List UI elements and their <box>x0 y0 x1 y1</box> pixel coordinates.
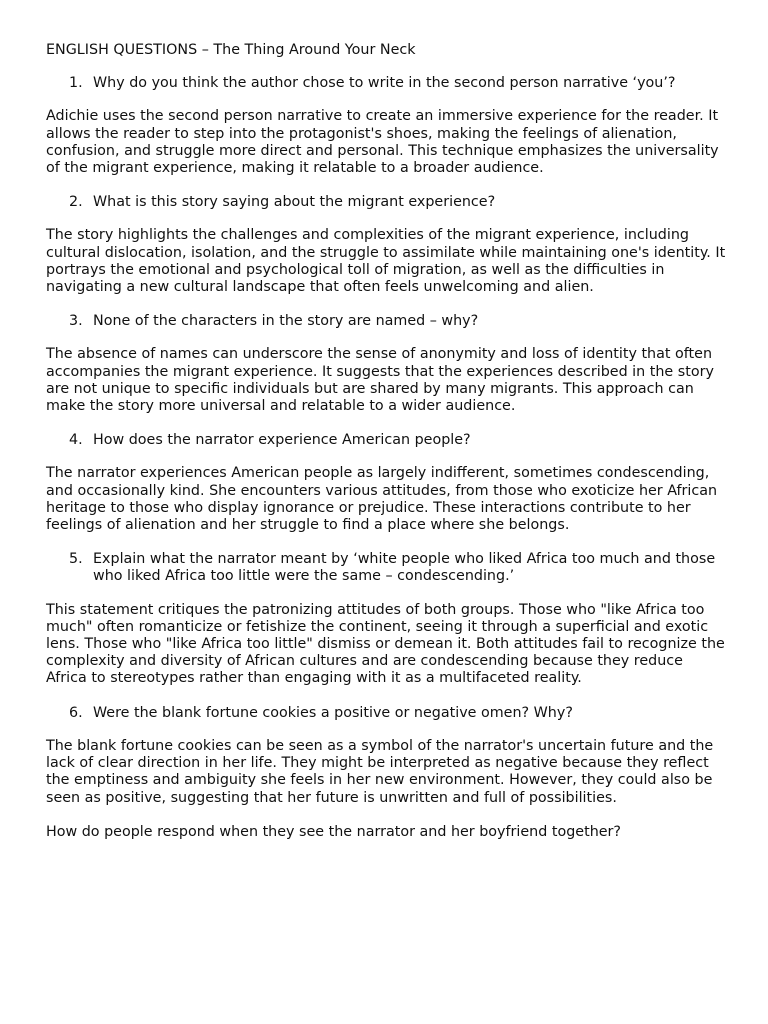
answer-1: Adichie uses the second person narrative to create an immersive experience for the reader. It allows the reader to step into the protagonist's shoes, making the feelings of alienation, confusion, and struggle more direct and personal. This technique emphasizes the universality of the migrant experience, making it relatable to a broader audience. <box>46 108 719 177</box>
qa-item-1 <box>46 75 728 177</box>
qa-item-5 <box>46 551 728 687</box>
question-text: Explain what the narrator meant by ‘white people who liked Africa too much and those who liked Africa too little were the same – condescending.’ <box>93 551 716 585</box>
answer-4: The narrator experiences American people as largely indifferent, sometimes condescending, and occasionally kind. She encounters various attitudes, from those who exoticize her African heritage to those who display ignorance or prejudice. These interactions contribute to her feelings of alienation and her struggle to find a place where she belongs. <box>46 465 718 534</box>
question-text: How does the narrator experience American people? <box>93 432 471 449</box>
question-number: 1. <box>69 75 83 92</box>
question-1 <box>46 75 728 92</box>
question-number: 4. <box>69 432 83 449</box>
question-6 <box>46 705 728 722</box>
answer-5: This statement critiques the patronizing attitudes of both groups. Those who "like Africa too much" often romanticize or fetishize the continent, seeing it through a superficial and exotic lens. Those who "like Africa too little" dismiss or demean it. Both attitudes fail to recognize the complexity and diversity of African cultures and are condescending because they reduce Africa to stereotypes rather than engaging with it as a multifaceted reality. <box>46 601 725 687</box>
question-3 <box>46 313 728 330</box>
qa-item-3 <box>46 313 728 415</box>
question-number: 2. <box>69 194 83 211</box>
qa-item-2 <box>46 194 728 296</box>
question-text: None of the characters in the story are named – why? <box>93 313 479 330</box>
question-number: 6. <box>69 704 83 721</box>
question-text: Were the blank fortune cookies a positive or negative omen? Why? <box>93 704 573 721</box>
question-4 <box>46 432 728 449</box>
question-number: 5. <box>69 551 83 568</box>
question-number: 3. <box>69 313 83 330</box>
document-title: ENGLISH QUESTIONS – The Thing Around Your Neck <box>46 42 416 58</box>
qa-item-6 <box>46 705 728 807</box>
answer-3: The absence of names can underscore the sense of anonymity and loss of identity that often accompanies the migrant experience. It suggests that the experiences described in the story are not unique to specific individuals but are shared by many migrants. This approach can make the story more universal and relatable to a wider audience. <box>46 346 714 415</box>
trailing-question: How do people respond when they see the narrator and her boyfriend together? <box>46 823 622 840</box>
qa-item-4 <box>46 432 728 534</box>
question-5 <box>46 551 728 585</box>
answer-2: The story highlights the challenges and complexities of the migrant experience, including cultural dislocation, isolation, and the struggle to assimilate while maintaining one's identity. It portrays the emotional and psychological toll of migration, as well as the difficulties in navigating a new cultural landscape that often feels unwelcoming and alien. <box>46 227 726 296</box>
question-2 <box>46 194 728 211</box>
question-text: What is this story saying about the migrant experience? <box>93 194 496 211</box>
question-text: Why do you think the author chose to write in the second person narrative ‘you’? <box>93 75 676 92</box>
answer-6: The blank fortune cookies can be seen as a symbol of the narrator's uncertain future and the lack of clear direction in her life. They might be interpreted as negative because they reflect the emptiness and ambiguity she feels in her new environment. However, they could also be seen as positive, suggesting that her future is unwritten and full of possibilities. <box>46 737 714 806</box>
